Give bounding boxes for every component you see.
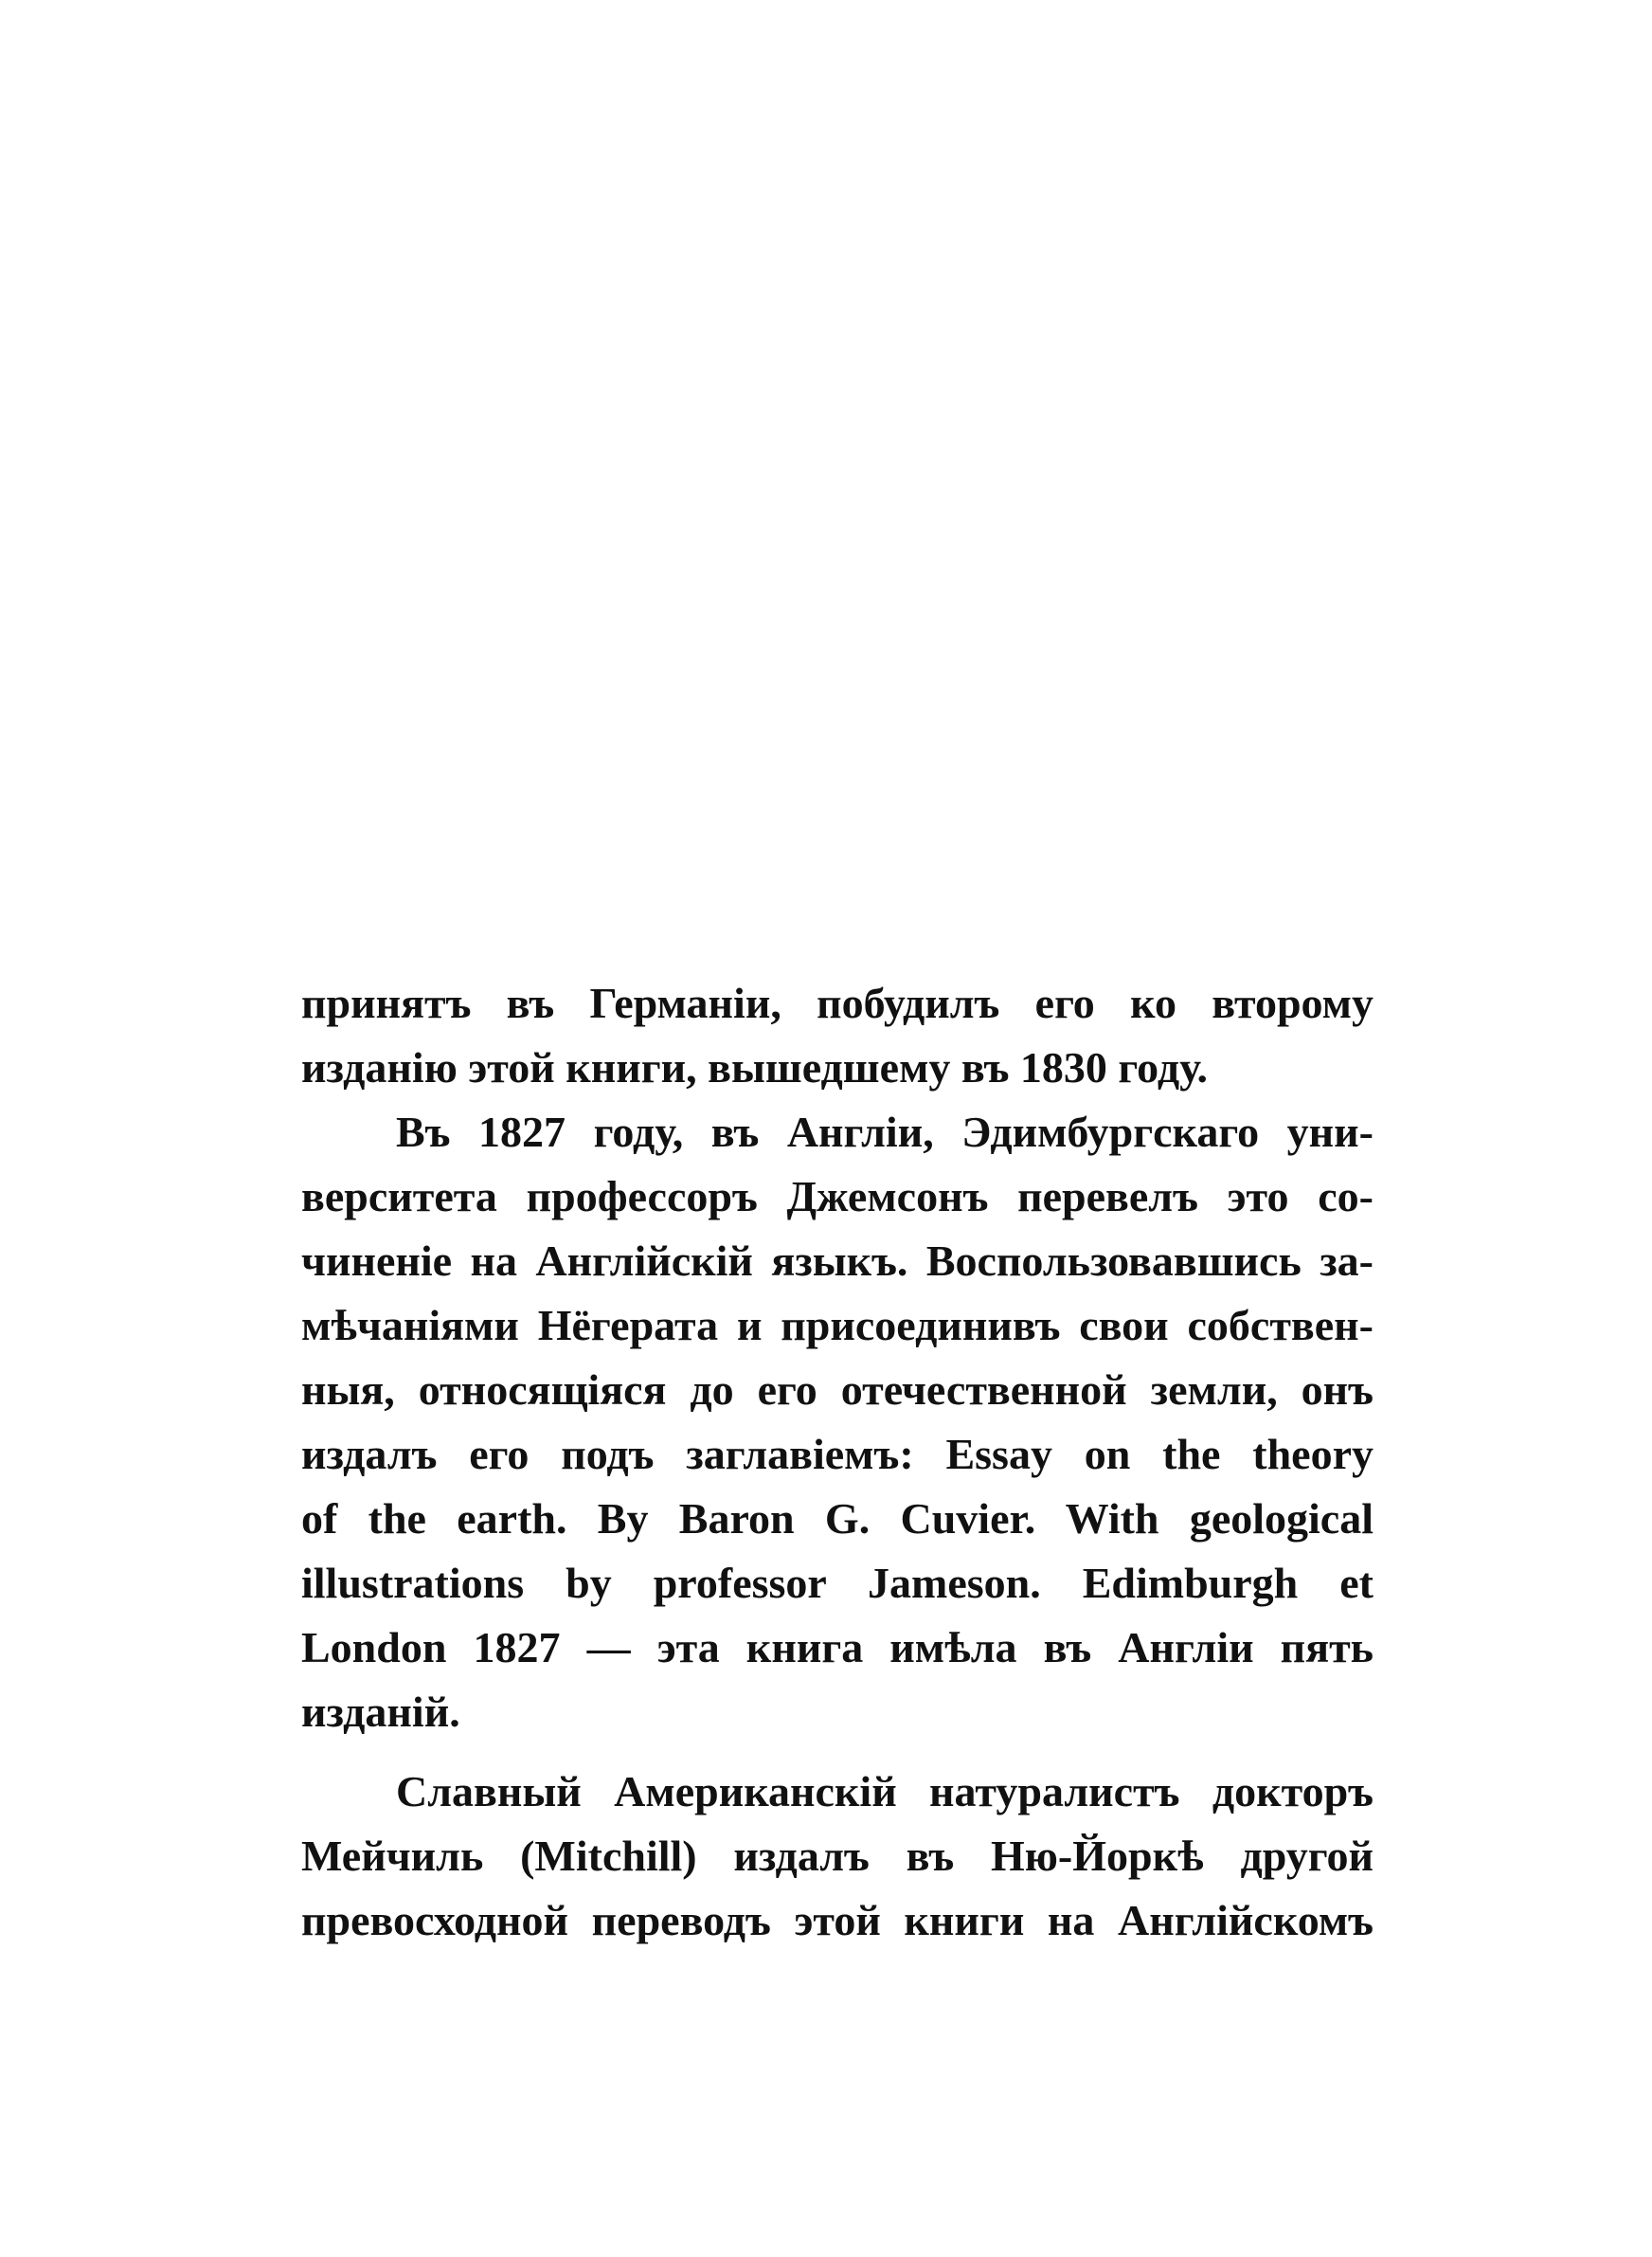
text-line: ныя, относящіяся до его отечественной земли, онъ (301, 1365, 1374, 1414)
paragraph-1 (301, 971, 1374, 1100)
text-line: Славный Американскій натуралистъ докторъ (396, 1767, 1374, 1815)
text-line: чиненіе на Англійскій языкъ. Воспользовавшись за- (301, 1237, 1374, 1285)
text-line: London 1827 — эта книга имѣла въ Англіи пять (301, 1623, 1374, 1671)
text-line: of the earth. By Baron G. Cuvier. With geological (301, 1494, 1374, 1543)
text-line: мѣчаніями Нёгерата и присоединивъ свои собствен- (301, 1301, 1374, 1349)
text-line: Въ 1827 году, въ Англіи, Эдимбургскаго уни- (396, 1108, 1374, 1156)
paragraph-2 (301, 1100, 1374, 1744)
text-line: изданій. (301, 1688, 460, 1736)
paragraph-3 (301, 1760, 1374, 1953)
text-line: верситета профессоръ Джемсонъ перевелъ это со- (301, 1172, 1374, 1220)
body-text (301, 971, 1374, 1953)
text-line: изданію этой книги, вышедшему въ 1830 году. (301, 1043, 1208, 1092)
text-line: Мейчиль (Mitchill) издалъ въ Ню-Йоркѣ другой (301, 1832, 1374, 1880)
text-line: издалъ его подъ заглавіемъ: Essay on the theory (301, 1430, 1374, 1478)
text-line: превосходной переводъ этой книги на Англійскомъ (301, 1896, 1374, 1944)
text-line: illustrations by professor Jameson. Edimburgh et (301, 1559, 1374, 1607)
text-line: принятъ въ Германіи, побудилъ его ко второму (301, 979, 1374, 1027)
